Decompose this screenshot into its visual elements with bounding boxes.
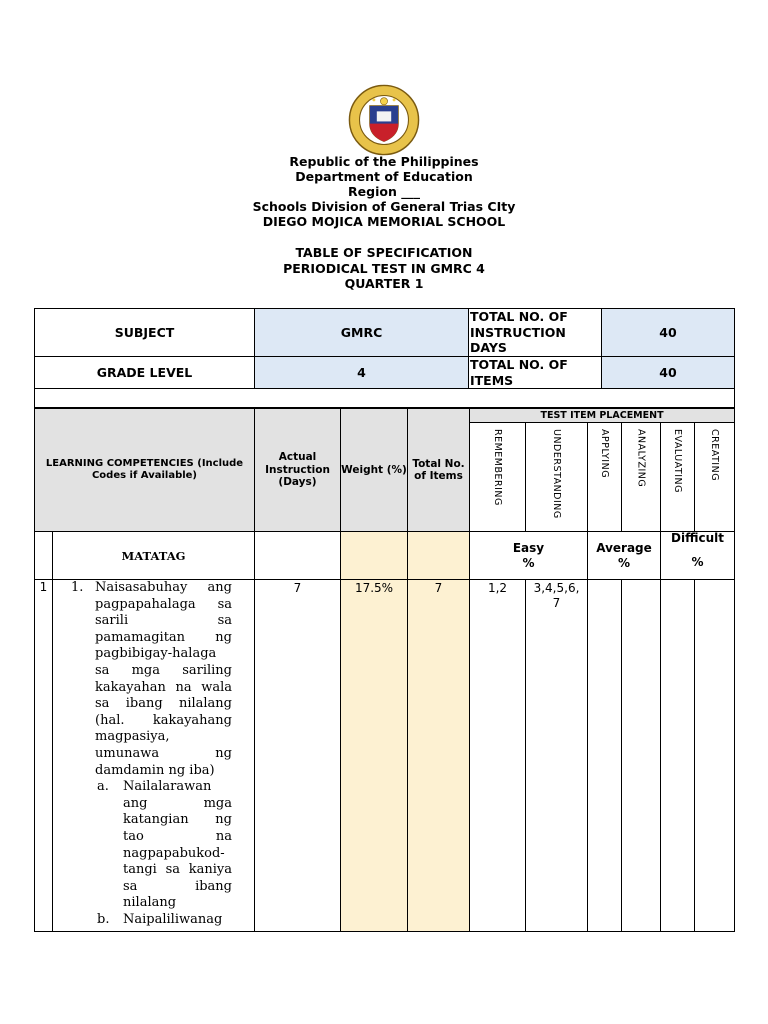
weight-cell: 17.5% — [341, 580, 408, 932]
sub-a-text: Nailalarawan ang mga katangian ng tao na nagpapabukod-tangi sa kaniya sa ibang nilalang — [123, 779, 232, 911]
items-cell: 7 — [408, 580, 470, 932]
blank-items-cell — [408, 532, 470, 580]
blank-weight-cell — [341, 532, 408, 580]
items-label: TOTAL NO. OF ITEMS — [469, 357, 602, 389]
header-department: Department of Education — [295, 169, 473, 184]
col-actual-days: Actual Instruction (Days) — [255, 409, 341, 532]
evaluating-cell — [661, 580, 695, 932]
grade-value: 4 — [255, 357, 469, 389]
subject-label: SUBJECT — [35, 309, 255, 357]
col-creating: CREATING — [695, 423, 735, 532]
average-label: Average — [596, 540, 652, 555]
instruction-days-label: TOTAL NO. OF INSTRUCTION DAYS — [469, 309, 602, 357]
col-applying: APPLYING — [588, 423, 622, 532]
section-matatag: MATATAG — [53, 532, 255, 580]
header-republic: Republic of the Philippines — [289, 154, 479, 169]
col-total-items: Total No. of Items — [408, 409, 470, 532]
info-table — [34, 308, 735, 408]
header-school: DIEGO MOJICA MEMORIAL SCHOOL — [262, 214, 506, 229]
deped-seal — [348, 84, 420, 156]
average-pct: % — [617, 555, 631, 570]
doc-subtitle: PERIODICAL TEST IN GMRC 4 — [283, 261, 485, 276]
competency-text: Naisasabuhay ang pagpapahalaga sa sarili sa pamamagitan ng pagbibigay-halaga sa mga sariling kakayahan na wala sa ibang nilalang (hal. kakayahang magpasiya, umunawa ng damdamin ng iba) — [95, 580, 232, 778]
header-region: Region ___ — [348, 184, 420, 199]
spacer-row — [35, 389, 735, 408]
sub-b-label: b. — [97, 911, 110, 927]
applying-cell — [588, 580, 622, 932]
items-value: 40 — [602, 357, 735, 389]
col-analyzing: ANALYZING — [622, 423, 661, 532]
tos-table — [34, 408, 735, 932]
analyzing-cell — [622, 580, 661, 932]
creating-cell — [695, 580, 735, 932]
understanding-cell: 3,4,5,6, 7 — [526, 580, 588, 932]
col-remembering: REMEMBERING — [470, 423, 526, 532]
difficult-label: Difficult — [671, 531, 724, 545]
difficulty-average — [588, 532, 661, 580]
blank-num-cell — [35, 532, 53, 580]
competency-cell — [53, 580, 255, 932]
easy-label: Easy — [512, 540, 545, 555]
remembering-cell: 1,2 — [470, 580, 526, 932]
difficult-pct: % — [691, 555, 704, 569]
easy-pct: % — [522, 555, 535, 570]
days-cell: 7 — [255, 580, 341, 932]
competency-item-number: 1. — [71, 580, 84, 595]
col-test-item-placement: TEST ITEM PLACEMENT — [470, 409, 735, 423]
grade-label: GRADE LEVEL — [35, 357, 255, 389]
header-division: Schools Division of General Trias CIty — [252, 199, 516, 214]
instruction-days-value: 40 — [602, 309, 735, 357]
col-understanding: UNDERSTANDING — [526, 423, 588, 532]
difficulty-difficult — [661, 532, 735, 580]
row-number: 1 — [35, 580, 53, 932]
sub-b-text: Naipaliliwanag — [123, 911, 223, 927]
col-evaluating: EVALUATING — [661, 423, 695, 532]
subject-value: GMRC — [255, 309, 469, 357]
doc-title: TABLE OF SPECIFICATION — [295, 245, 473, 260]
col-weight: Weight (%) — [341, 409, 408, 532]
col-competencies: LEARNING COMPETENCIES (Include Codes if Available) — [35, 409, 255, 532]
sub-a-label: a. — [97, 779, 109, 795]
doc-quarter: QUARTER 1 — [344, 276, 424, 291]
difficulty-easy — [470, 532, 588, 580]
blank-days-cell — [255, 532, 341, 580]
